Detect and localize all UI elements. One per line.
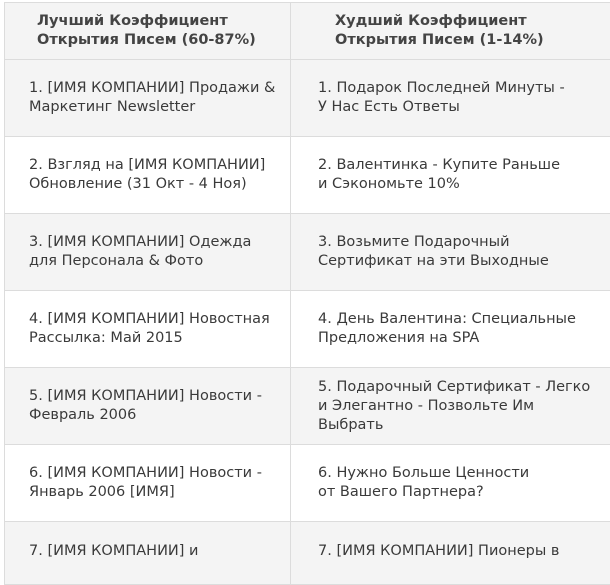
best-subject-cell: 1. [ИМЯ КОМПАНИИ] Продажи & Маркетинг Newsletter bbox=[5, 60, 291, 137]
table-row bbox=[5, 60, 610, 137]
table-row bbox=[5, 368, 610, 445]
best-subject-cell: 5. [ИМЯ КОМПАНИИ] Новости - Февраль 2006 bbox=[5, 368, 291, 445]
table-row bbox=[5, 445, 610, 522]
best-subject-cell: 4. [ИМЯ КОМПАНИИ] Новостная Рассылка: Май 2015 bbox=[5, 291, 291, 368]
email-open-rate-table bbox=[4, 2, 610, 585]
table-row bbox=[5, 291, 610, 368]
best-subject-cell: 3. [ИМЯ КОМПАНИИ] Одежда для Персонала & Фото bbox=[5, 214, 291, 291]
table-row bbox=[5, 522, 610, 585]
header-worst-open-rate: Худший Коэффициент Открытия Писем (1-14%) bbox=[291, 3, 610, 60]
worst-subject-cell: 1. Подарок Последней Минуты - У Нас Есть Ответы bbox=[291, 60, 610, 137]
best-subject-cell: 6. [ИМЯ КОМПАНИИ] Новости - Январь 2006 [ИМЯ] bbox=[5, 445, 291, 522]
header-best-open-rate: Лучший Коэффициент Открытия Писем (60-87%) bbox=[5, 3, 291, 60]
worst-subject-cell: 4. День Валентина: Специальные Предложения на SPA bbox=[291, 291, 610, 368]
table-row bbox=[5, 214, 610, 291]
table-row bbox=[5, 137, 610, 214]
best-subject-cell: 2. Взгляд на [ИМЯ КОМПАНИИ] Обновление (31 Окт - 4 Ноя) bbox=[5, 137, 291, 214]
worst-subject-cell: 6. Нужно Больше Ценности от Вашего Партнера? bbox=[291, 445, 610, 522]
worst-subject-cell: 3. Возьмите Подарочный Сертификат на эти Выходные bbox=[291, 214, 610, 291]
table-header-row bbox=[5, 3, 610, 60]
best-subject-cell: 7. [ИМЯ КОМПАНИИ] и bbox=[5, 522, 291, 585]
worst-subject-cell: 7. [ИМЯ КОМПАНИИ] Пионеры в bbox=[291, 522, 610, 585]
worst-subject-cell: 2. Валентинка - Купите Раньше и Сэкономьте 10% bbox=[291, 137, 610, 214]
worst-subject-cell: 5. Подарочный Сертификат - Легко и Элегантно - Позвольте Им Выбрать bbox=[291, 368, 610, 445]
